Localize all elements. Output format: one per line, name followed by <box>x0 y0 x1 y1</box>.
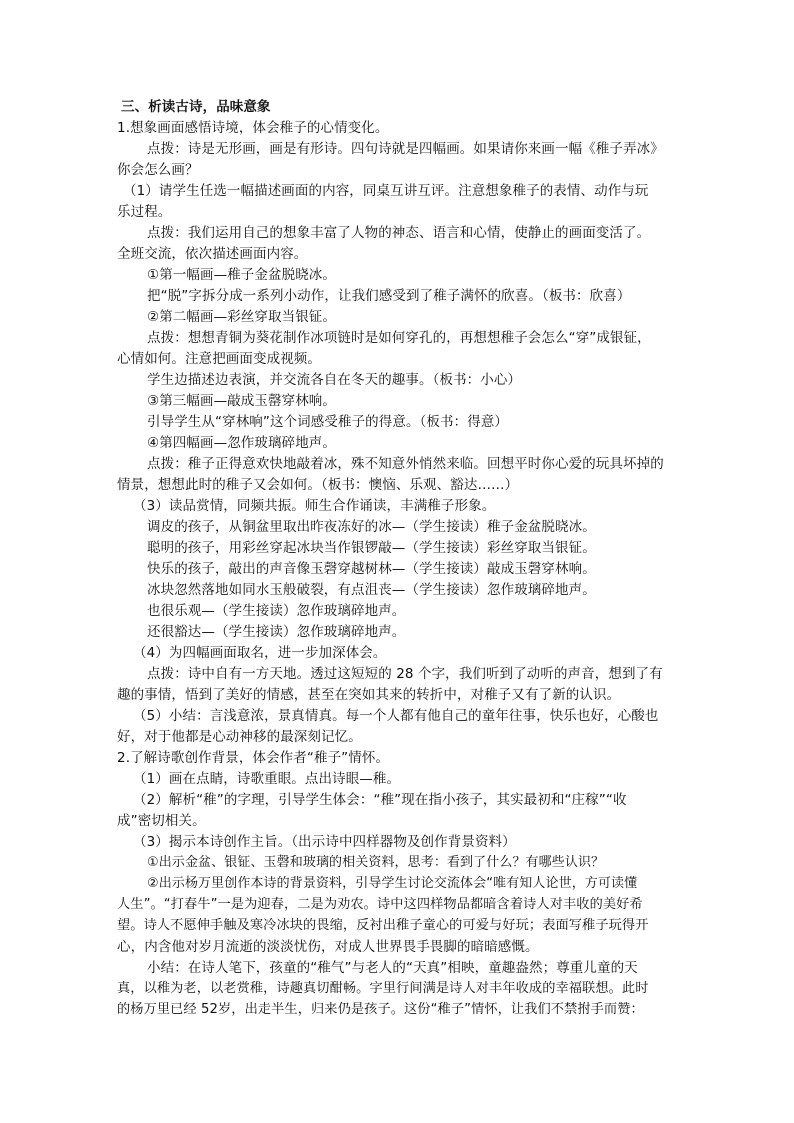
text-line: 冰块忽然落地如同水玉般破裂，有点沮丧—（学生接读）忽作玻璃碎地声。 <box>147 582 596 598</box>
text-line: 望。诗人不愿伸手触及寒冷冰块的畏缩，反衬出稚子童心的可爱与好玩；表面写稚子玩得开 <box>117 918 649 933</box>
subsection-heading-1: 1.想象画面感悟诗境，体会稚子的心情变化。 <box>117 120 389 136</box>
text-line: 情景，想想此时的稚子又会如何。（板书：懊恼、乐观、豁达……） <box>117 477 519 493</box>
text-line: 全班交流，依次描述画面内容。 <box>117 246 308 262</box>
text-line: （4）为四幅画面取名，进一步加深体会。 <box>133 645 387 661</box>
text-line: 的杨万里已经 52岁，出走半生，归来仍是孩子。这份“稚子”情怀，让我们不禁拊手而赞： <box>117 1002 644 1017</box>
section-heading: 三、析读古诗，品味意象 <box>121 99 271 115</box>
text-line: ③第三幅画—敲成玉罄穿林响。 <box>147 393 337 409</box>
text-line: 心情如何。注意把画面变成视频。 <box>117 351 321 367</box>
text-line: 引导学生从“穿林响”这个词感受稚子的得意。（板书：得意） <box>147 414 509 430</box>
text-line: （3）读品赏情，同频共振。师生合作诵读，丰满稚子形象。 <box>133 498 496 514</box>
text-line: 人生”。“打春牛”一是为迎春，二是为劝农。诗中这四样物品都暗含着诗人对丰收的美好希 <box>117 897 643 912</box>
text-line: 你会怎么画？ <box>117 162 199 178</box>
text-line: 点拨：诗是无形画，画是有形诗。四句诗就是四幅画。如果请你来画一幅《稚子弄冰》 <box>147 141 664 157</box>
text-line: 点拨：想想青铜为葵花制作冰项链时是如何穿孔的，再想想稚子会怎么“穿”成银钲， <box>147 330 651 346</box>
subsection-heading-2: 2.了解诗歌创作背景，体会作者“稚子”情怀。 <box>117 750 390 766</box>
text-line: 调皮的孩子，从铜盆里取出昨夜冻好的冰—（学生接读）稚子金盆脱晓冰。 <box>147 519 596 535</box>
text-line: （1）请学生任选一幅描述画面的内容，同桌互讲互评。注意想象稚子的表情、动作与玩 <box>123 183 649 199</box>
text-line: 心，内含他对岁月流逝的淡淡忧伤，对成人世界畏手畏脚的暗暗感慨。 <box>117 939 539 955</box>
text-line: 点拨：我们运用自己的想象丰富了人物的神态、语言和心情，使静止的画面变活了。 <box>147 225 651 241</box>
text-line: 成”密切相关。 <box>117 813 206 829</box>
text-line: ①出示金盆、银钲、玉磬和玻璃的相关资料，思考：看到了什么？有哪些认识？ <box>147 855 605 870</box>
text-line: （3）揭示本诗创作主旨。（出示诗中四样器物及创作背景资料） <box>133 834 516 850</box>
text-line: 聪明的孩子，用彩丝穿起冰块当作银锣敲—（学生接读）彩丝穿取当银钲。 <box>147 540 596 556</box>
text-line: ①第一幅画—稚子金盆脱晓冰。 <box>147 267 337 283</box>
text-line: （5）小结：言浅意浓，景真情真。每一个人都有他自己的童年往事，快乐也好，心酸也 <box>133 708 659 724</box>
text-line: 学生边描述边表演，并交流各自在冬天的趣事。（板书：小心） <box>147 372 522 388</box>
text-line: 真，以稚为老，以老赏稚，诗趣真切酣畅。字里行间满是诗人对丰年收成的幸福联想。此时 <box>117 981 649 996</box>
text-line: （1）画在点睛，诗歌重眼。点出诗眼—稚。 <box>133 771 401 787</box>
text-line: ②第二幅画—彩丝穿取当银钲。 <box>147 309 337 325</box>
text-line: 还很豁达—（学生接读）忽作玻璃碎地声。 <box>147 624 406 640</box>
text-line: 小结：在诗人笔下，孩童的“稚气”与老人的“天真”相映，童趣盎然；尊重儿童的天 <box>147 960 638 976</box>
text-line: 好，对于他都是心动神移的最深刻记忆。 <box>117 729 362 745</box>
text-line: 点拨：诗中自有一方天地。透过这短短的 28 个字，我们听到了动听的声音，想到了有 <box>147 666 663 682</box>
text-line: 点拨：稚子正得意欢快地敲着冰，殊不知意外悄然来临。回想平时你心爱的玩具坏掉的 <box>147 456 664 472</box>
text-line: 快乐的孩子，敲出的声音像玉磬穿越树林—（学生接读）敲成玉磬穿林响。 <box>147 561 596 577</box>
text-line: 也很乐观—（学生接读）忽作玻璃碎地声。 <box>147 603 406 619</box>
text-line: ④第四幅画—忽作玻璃碎地声。 <box>147 435 337 451</box>
text-line: 趣的事情，悟到了美好的情感，甚至在突如其来的转折中，对稚子又有了新的认识。 <box>117 687 621 703</box>
text-line: ②出示杨万里创作本诗的背景资料，引导学生讨论交流体会“唯有知人论世，方可读懂 <box>147 876 638 891</box>
text-line: （2）解析“稚”的字理，引导学生体会：“稚”现在指小孩子，其实最初和“庄稼”“收 <box>133 792 627 808</box>
text-line: 乐过程。 <box>117 204 172 220</box>
text-line: 把“脱”字拆分成一系列小动作，让我们感受到了稚子满怀的欣喜。（板书：欣喜） <box>147 288 631 304</box>
